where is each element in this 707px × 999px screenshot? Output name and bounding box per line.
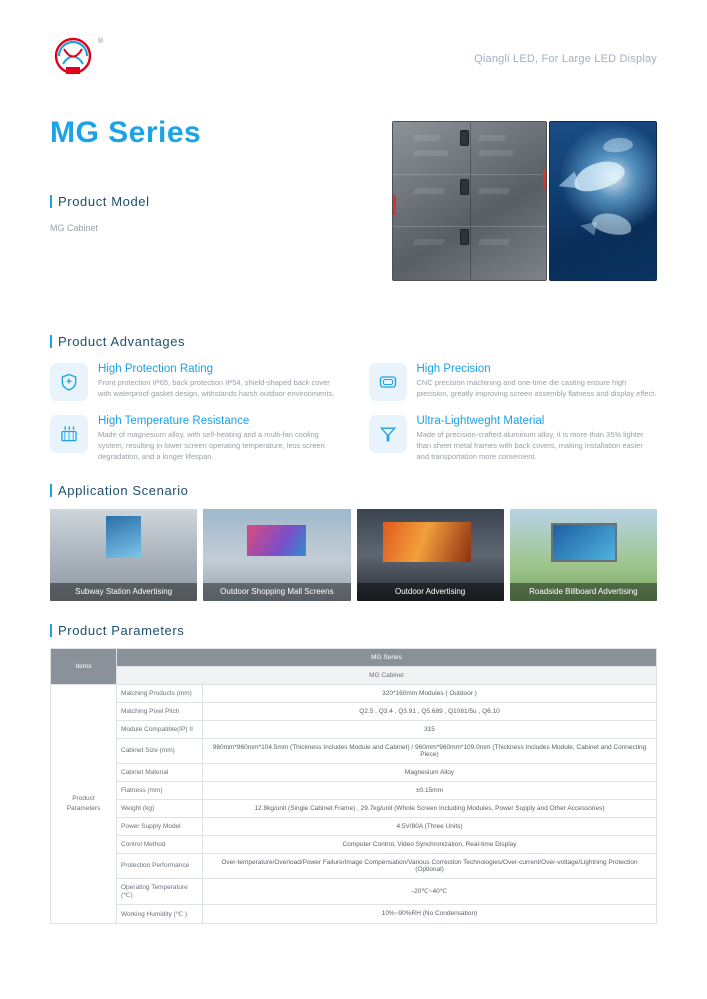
row-value: ±0.15mm bbox=[203, 781, 657, 799]
cooling-fan-icon bbox=[50, 415, 88, 453]
advantage-title: High Temperature Resistance bbox=[98, 415, 250, 427]
product-model-heading: Product Model bbox=[50, 194, 657, 209]
parameters-table bbox=[50, 648, 657, 924]
product-advantages-heading: Product Advantages bbox=[50, 334, 657, 349]
row-label: Matching Products (mm) bbox=[117, 684, 203, 702]
row-label: Cabinet Size (mm) bbox=[117, 738, 203, 763]
scenario-card bbox=[510, 509, 657, 601]
page-header bbox=[50, 0, 657, 82]
advantage-item bbox=[50, 363, 339, 401]
product-advantages-section bbox=[50, 334, 657, 463]
feather-lightweight-icon bbox=[369, 415, 407, 453]
items-header-cell: Items bbox=[51, 648, 117, 684]
row-value: 10%~90%RH (No Condensation) bbox=[203, 904, 657, 923]
shield-icon bbox=[50, 363, 88, 401]
header-tagline: Qiangli LED, For Large LED Display bbox=[474, 53, 657, 65]
table-row bbox=[51, 853, 657, 878]
scenario-caption: Outdoor Shopping Mall Screens bbox=[203, 583, 350, 601]
scenario-card bbox=[203, 509, 350, 601]
table-row bbox=[51, 835, 657, 853]
table-row bbox=[51, 738, 657, 763]
advantage-item bbox=[369, 363, 658, 401]
scenario-caption: Outdoor Advertising bbox=[357, 583, 504, 601]
row-value: 4.5V/80A (Three Units) bbox=[203, 817, 657, 835]
product-parameters-section bbox=[50, 623, 657, 924]
row-value: Computer Control, Video Synchronization, Real-time Display bbox=[203, 835, 657, 853]
row-label: Power Supply Model bbox=[117, 817, 203, 835]
row-value: Magnesium Alloy bbox=[203, 763, 657, 781]
logo-icon bbox=[50, 36, 96, 82]
table-row bbox=[51, 799, 657, 817]
advantage-item bbox=[50, 415, 339, 463]
advantage-item bbox=[369, 415, 658, 463]
table-subheader-row bbox=[51, 666, 657, 684]
row-label: Flatness (mm) bbox=[117, 781, 203, 799]
series-header-cell: MG Series bbox=[117, 648, 657, 666]
row-value: 320*160mm Modules ( Outdoor ) bbox=[203, 684, 657, 702]
application-scenario-heading: Application Scenario bbox=[50, 483, 657, 498]
row-label: Protection Performance bbox=[117, 853, 203, 878]
row-label: Matching Pixel Pitch bbox=[117, 702, 203, 720]
row-value: 315 bbox=[203, 720, 657, 738]
advantage-desc: Made of magnesium alloy, with self-heating and a multi-fan cooling system, resulting in lower screen operating temperature, less screen degradation, and a longer lifespan. bbox=[98, 430, 325, 461]
advantage-title: High Protection Rating bbox=[98, 363, 214, 375]
row-label: Weight (kg) bbox=[117, 799, 203, 817]
brand-logo bbox=[50, 36, 103, 82]
row-value: Q2.5 , Q3.4 , Q3.91 , Q5.689 , Q1081/5u , Q6.10 bbox=[203, 702, 657, 720]
registered-mark: ® bbox=[98, 38, 104, 45]
cabinet-display-image bbox=[549, 121, 657, 281]
product-model-value: MG Cabinet bbox=[50, 223, 99, 233]
row-value: Over-temperature/Overload/Power Failure/Image Compensation/Various Correction Technologies/Over-current/Over-voltage/Lightning Protection (Optional) bbox=[203, 853, 657, 878]
advantage-desc: Front protection IP65, back protection IP54, shield-shaped back cover with waterproof gasket design, withstands harsh outdoor environments. bbox=[98, 378, 335, 398]
product-parameters-heading: Product Parameters bbox=[50, 623, 657, 638]
table-row bbox=[51, 702, 657, 720]
scenario-caption: Roadside Billboard Advertising bbox=[510, 583, 657, 601]
hero-section bbox=[50, 116, 657, 326]
advantage-desc: Made of precision-crafted aluminum alloy, it is more than 35% lighter than sheet metal frames with back covers, making installation easier and transportation more convenient. bbox=[416, 430, 644, 461]
advantage-desc: CNC precision machining and one-time die casting ensure high precision, greatly improving screen assembly flatness and display effect. bbox=[416, 378, 657, 398]
row-value: -20℃~40℃ bbox=[203, 878, 657, 904]
table-row bbox=[51, 763, 657, 781]
row-value: 12.8kg/unit (Single Cabinet Frame) , 29.7kg/unit (Whole Screen Including Modules, Power Supply and Other Accessories) bbox=[203, 799, 657, 817]
row-label: Operating Temperature (℃) bbox=[117, 878, 203, 904]
scenario-card bbox=[50, 509, 197, 601]
row-label: Control Method bbox=[117, 835, 203, 853]
table-row bbox=[51, 904, 657, 923]
scenario-card bbox=[357, 509, 504, 601]
page-title: MG Series bbox=[50, 116, 202, 149]
scenario-caption: Subway Station Advertising bbox=[50, 583, 197, 601]
table-header-row bbox=[51, 648, 657, 666]
cabinet-back-image bbox=[392, 121, 547, 281]
precision-frame-icon bbox=[369, 363, 407, 401]
hero-product-image bbox=[392, 121, 657, 291]
advantage-title: High Precision bbox=[416, 363, 491, 375]
series-sub-cell: MG Cabinet bbox=[117, 666, 657, 684]
advantage-title: Ultra-Lightweght Material bbox=[416, 415, 545, 427]
application-scenario-section bbox=[50, 483, 657, 601]
table-row bbox=[51, 817, 657, 835]
table-row bbox=[51, 878, 657, 904]
row-label: Working Humidity (℃ ) bbox=[117, 904, 203, 923]
row-label: Module Compatible(IP) II bbox=[117, 720, 203, 738]
row-value: 960mm*960mm*104.5mm (Thickness Includes Module and Cabinet) / 960mm*960mm*109.0mm (Thickness Includes Module, Cabinet and Connecting Piece) bbox=[203, 738, 657, 763]
table-row bbox=[51, 781, 657, 799]
table-row bbox=[51, 720, 657, 738]
parameters-group-label: Product Parameters bbox=[51, 684, 117, 923]
table-row bbox=[51, 684, 657, 702]
row-label: Cabinet Material bbox=[117, 763, 203, 781]
